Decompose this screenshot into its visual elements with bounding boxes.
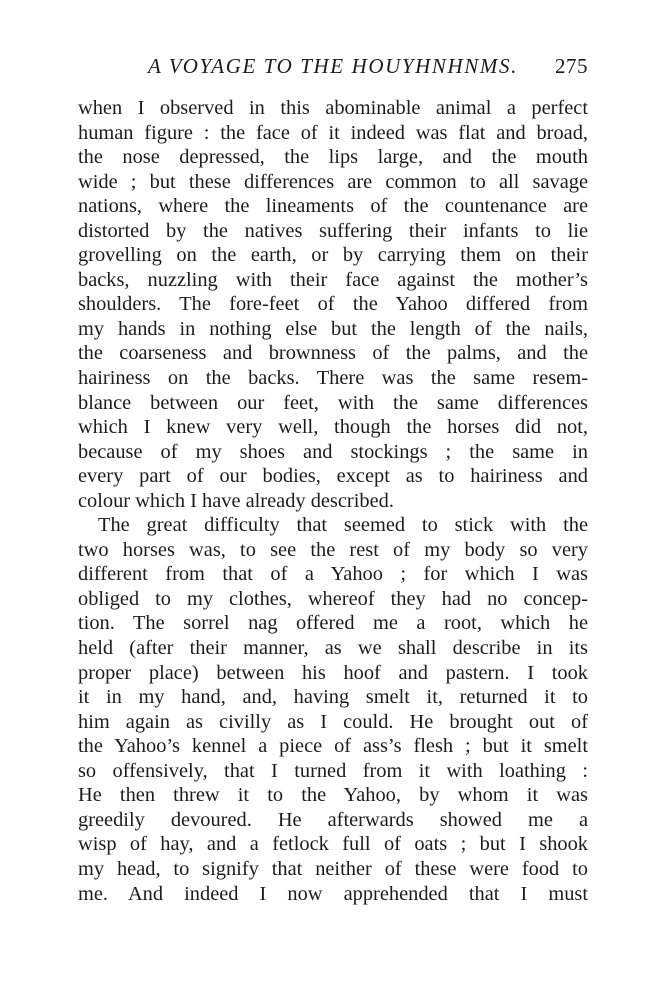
text-line: greedily devoured. He afterwards showed me a [78,808,588,831]
paragraph-1 [78,96,588,513]
text-line: the Yahoo’s kennel a piece of ass’s flesh ; but it smelt [78,735,588,758]
text-line: backs, nuzzling with their face against the mother’s [78,268,588,291]
page-number: 275 [555,54,588,78]
text-line: which I knew very well, though the horses did not, [78,416,588,439]
text-line: blance between our feet, with the same differences [78,391,588,414]
text-line: distorted by the natives suffering their infants to lie [78,219,588,242]
text-line: proper place) between his hoof and pastern. I took [78,661,588,684]
running-title: A VOYAGE TO THE HOUYHNHNMS. [148,54,518,78]
text-line: nations, where the lineaments of the countenance are [78,195,588,218]
text-line: obliged to my clothes, whereof they had no concep- [78,587,588,610]
text-line: because of my shoes and stockings ; the same in [78,440,588,463]
text-line: hairiness on the backs. There was the same resem- [78,367,588,390]
text-line: it in my hand, and, having smelt it, returned it to [78,686,588,709]
text-line: different from that of a Yahoo ; for which I was [78,563,588,586]
text-line: two horses was, to see the rest of my body so very [78,538,588,561]
text-line: grovelling on the earth, or by carrying them on their [78,244,588,267]
text-line: when I observed in this abominable animal a perfect [78,97,588,119]
text-line: tion. The sorrel nag offered me a root, which he [78,612,588,635]
text-line: him again as civilly as I could. He brought out of [78,710,588,733]
text-line: colour which I have already described. [78,489,394,512]
text-line: shoulders. The fore-feet of the Yahoo differed from [78,293,588,316]
text-line: every part of our bodies, except as to hairiness and [78,465,588,488]
text-line: He then threw it to the Yahoo, by whom it was [78,784,588,807]
text-line: wisp of hay, and a fetlock full of oats ; but I shook [78,833,588,856]
text-line: the coarseness and brownness of the palms, and the [78,342,588,365]
text-line: human figure : the face of it indeed was flat and broad, [78,121,588,144]
text-line: me. And indeed I now apprehended that I must [78,882,588,905]
text-line: so offensively, that I turned from it with loathing : [78,759,588,782]
text-line: my hands in nothing else but the length of the nails, [78,317,588,340]
text-line: The great difficulty that seemed to stick with the [98,514,588,537]
paragraph-2 [78,513,588,906]
body-text [78,96,588,906]
text-line: wide ; but these differences are common to all savage [78,170,588,193]
text-line: held (after their manner, as we shall describe in its [78,637,588,660]
text-line: the nose depressed, the lips large, and the mouth [78,146,588,169]
running-head [78,54,588,84]
text-line: my head, to signify that neither of these were food to [78,857,588,880]
